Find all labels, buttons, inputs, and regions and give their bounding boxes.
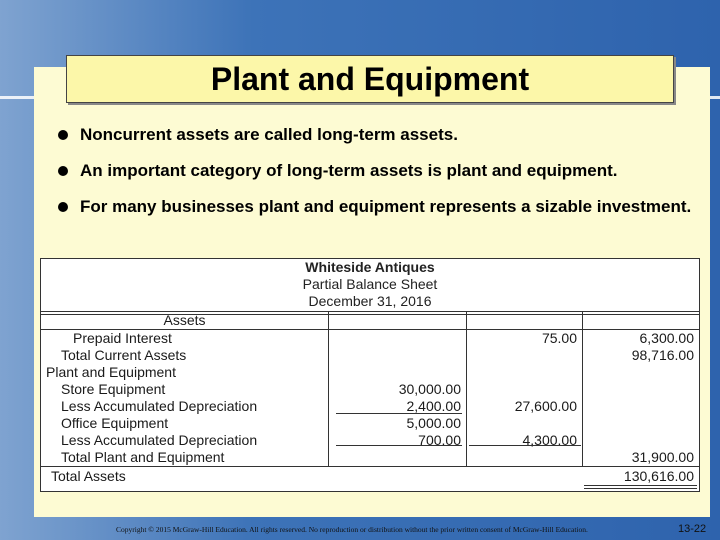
- row-label: Less Accumulated Depreciation: [61, 398, 258, 414]
- slide-title: Plant and Equipment: [66, 55, 674, 103]
- bullet-item: [56, 160, 696, 181]
- double-underline: [584, 488, 697, 489]
- row-col2: 27,600.00: [514, 398, 577, 414]
- underline: [336, 445, 462, 446]
- assets-header: Assets: [163, 312, 206, 328]
- copyright-footer: Copyright © 2015 McGraw-Hill Education. All rights reserved. No reproduction or distribution without the prior written consent of McGraw-Hill Education.: [116, 525, 588, 534]
- row-col3: 31,900.00: [631, 449, 694, 465]
- company-name: Whiteside Antiques: [305, 259, 435, 275]
- table-divider: [41, 466, 699, 467]
- row-col2: 75.00: [541, 330, 577, 346]
- bullet-icon: [58, 202, 68, 212]
- row-label: Store Equipment: [61, 381, 166, 397]
- statement-date: December 31, 2016: [308, 293, 432, 309]
- underline: [336, 413, 462, 414]
- bullet-item: [56, 196, 696, 217]
- row-col1: 700.00: [418, 432, 461, 448]
- bullet-item: [56, 124, 696, 145]
- row-label: Office Equipment: [61, 415, 169, 431]
- page-number: 13-22: [678, 523, 707, 535]
- row-col3: 6,300.00: [639, 330, 694, 346]
- row-label: Prepaid Interest: [73, 330, 172, 346]
- double-underline: [584, 485, 697, 486]
- row-label: Plant and Equipment: [46, 364, 176, 380]
- bullet-list: [56, 124, 696, 232]
- row-col1: 5,000.00: [406, 415, 461, 431]
- bullet-text: For many businesses plant and equipment represents a sizable investment.: [80, 197, 692, 216]
- bullet-text: An important category of long-term assets is plant and equipment.: [80, 161, 618, 180]
- statement-name: Partial Balance Sheet: [302, 276, 438, 292]
- row-label: Total Assets: [51, 468, 126, 484]
- balance-sheet-table: [40, 258, 700, 492]
- bullet-text: Noncurrent assets are called long-term assets.: [80, 125, 458, 144]
- row-col3: 98,716.00: [631, 347, 694, 363]
- underline: [469, 445, 581, 446]
- row-col1: 30,000.00: [398, 381, 461, 397]
- row-col1: 2,400.00: [406, 398, 461, 414]
- row-col2: 4,300.00: [522, 432, 577, 448]
- bullet-icon: [58, 166, 68, 176]
- row-label: Total Current Assets: [61, 347, 187, 363]
- row-col3: 130,616.00: [623, 468, 694, 484]
- bullet-icon: [58, 130, 68, 140]
- row-label: Less Accumulated Depreciation: [61, 432, 258, 448]
- row-label: Total Plant and Equipment: [61, 449, 225, 465]
